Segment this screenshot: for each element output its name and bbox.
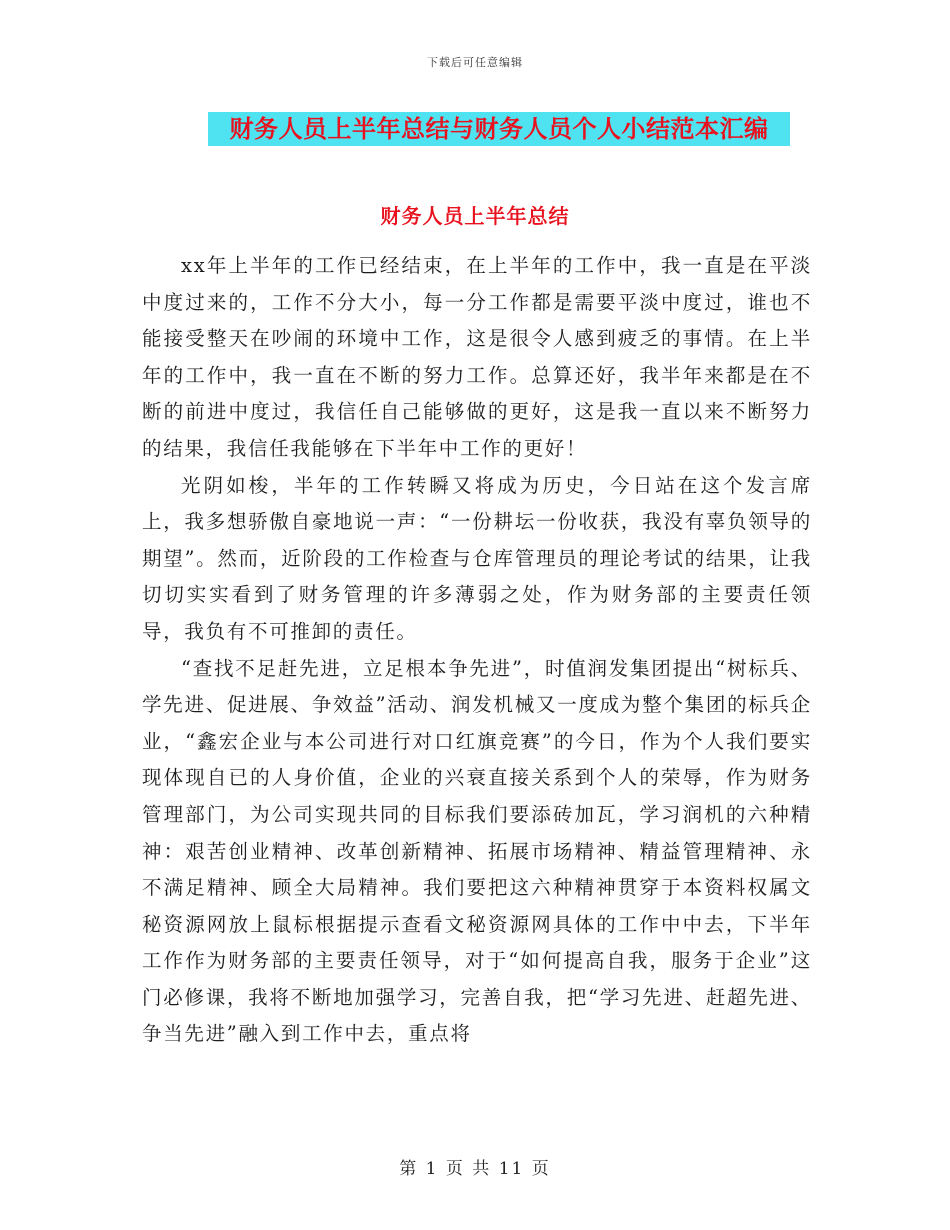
page-number-footer: 第 1 页 共 11 页: [399, 1159, 551, 1179]
main-title: 财务人员上半年总结与财务人员个人小结范本汇编: [229, 115, 769, 143]
paragraph: 光阴如梭，半年的工作转瞬又将成为历史，今日站在这个发言席上，我多想骄傲自豪地说一声：“一份耕坛一份收获，我没有辜负领导的期望”。然而，近阶段的工作检查与仓库管理员的理论考试的结果，让我切切实实看到了财务管理的许多薄弱之处，作为财务部的主要责任领导，我负有不可推卸的责任。: [142, 473, 812, 643]
paragraph: xx年上半年的工作已经结束，在上半年的工作中，我一直是在平淡中度过来的，工作不分大小，每一分工作都是需要平淡中度过，谁也不能接受整天在吵闹的环境中工作，这是很令人感到疲乏的事情。在上半年的工作中，我一直在不断的努力工作。总算还好，我半年来都是在不断的前进中度过，我信任自己能够做的更好，这是我一直以来不断努力的结果，我信任我能够在下半年中工作的更好！: [142, 254, 812, 460]
header-note: 下载后可任意编辑: [427, 56, 523, 69]
main-title-highlight: [208, 112, 790, 146]
paragraph: “查找不足赶先进，立足根本争先进”，时值润发集团提出“树标兵、学先进、促进展、争效益”活动、润发机械又一度成为整个集团的标兵企业，“鑫宏企业与本公司进行对口红旗竞赛”的今日，作为个人我们要实现体现自已的人身价值，企业的兴衰直接关系到个人的荣辱，作为财务管理部门，为公司实现共同的目标我们要添砖加瓦，学习润机的六种精神：艰苦创业精神、改革创新精神、拓展市场精神、精益管理精神、永不满足精神、顾全大局精神。我们要把这六种精神贯穿于本资料权属文秘资源网放上鼠标根据提示查看文秘资源网具体的工作中中去，下半年工作作为财务部的主要责任领导，对于“如何提高自我，服务于企业”这门必修课，我将不断地加强学习，完善自我，把“学习先进、赶超先进、争当先进”融入到工作中去，重点将: [142, 656, 812, 1046]
section-title: 财务人员上半年总结: [380, 204, 570, 228]
body-text: [142, 248, 812, 1053]
